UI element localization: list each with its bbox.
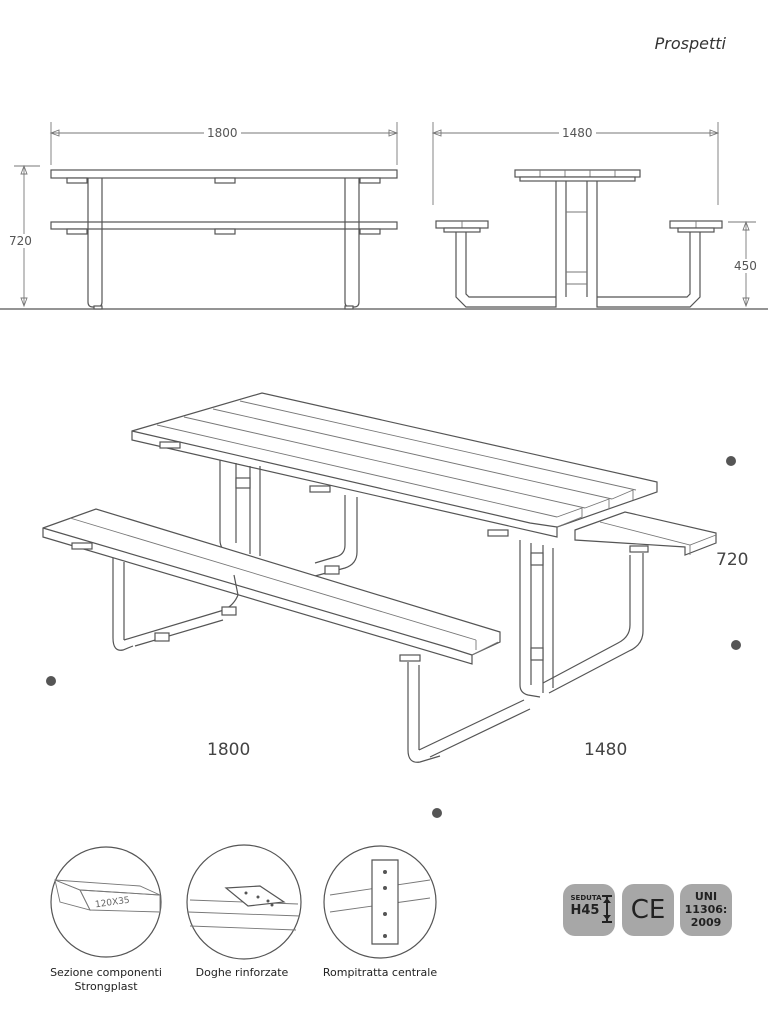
- front-height-label: 720: [6, 234, 35, 248]
- front-width-label: 1800: [204, 126, 241, 140]
- height-arrow-icon: [601, 894, 613, 924]
- uni-badge: [680, 884, 732, 936]
- caption-line: Sezione componenti: [50, 966, 162, 979]
- uni-line: UNI: [694, 890, 718, 903]
- perspective-height-label: 720: [716, 550, 749, 570]
- seat-height-badge: [563, 884, 615, 936]
- side-seat-height-label: 450: [731, 259, 760, 273]
- seat-badge-top: SEDUTA: [570, 894, 602, 902]
- page-title: Prospetti: [654, 34, 726, 53]
- perspective-view: [43, 393, 716, 762]
- uni-line: 2009: [690, 916, 722, 929]
- detail-caption-section: [36, 966, 176, 994]
- caption-line: Doghe rinforzate: [195, 966, 289, 979]
- marker-dot: [731, 640, 741, 650]
- detail-caption-crossbar: [310, 966, 450, 980]
- side-width-label: 1480: [559, 126, 596, 140]
- front-elevation: [14, 122, 397, 309]
- detail-caption-planks: [172, 966, 312, 980]
- ce-mark: CE: [630, 895, 666, 925]
- detail-crossbar-circle: [324, 846, 436, 958]
- seat-badge-value: H45: [570, 903, 600, 918]
- marker-dot: [46, 676, 56, 686]
- section-dimension-label: 120X35: [94, 895, 131, 911]
- side-elevation: [433, 122, 756, 307]
- perspective-length-label: 1800: [207, 740, 251, 760]
- ce-badge: [622, 884, 674, 936]
- perspective-depth-label: 1480: [584, 740, 628, 760]
- marker-dot: [432, 808, 442, 818]
- detail-planks-circle: [187, 845, 301, 959]
- caption-line: Strongplast: [74, 980, 138, 993]
- caption-line: Rompitratta centrale: [322, 966, 438, 979]
- marker-dot: [726, 456, 736, 466]
- uni-line: 11306:: [684, 903, 728, 916]
